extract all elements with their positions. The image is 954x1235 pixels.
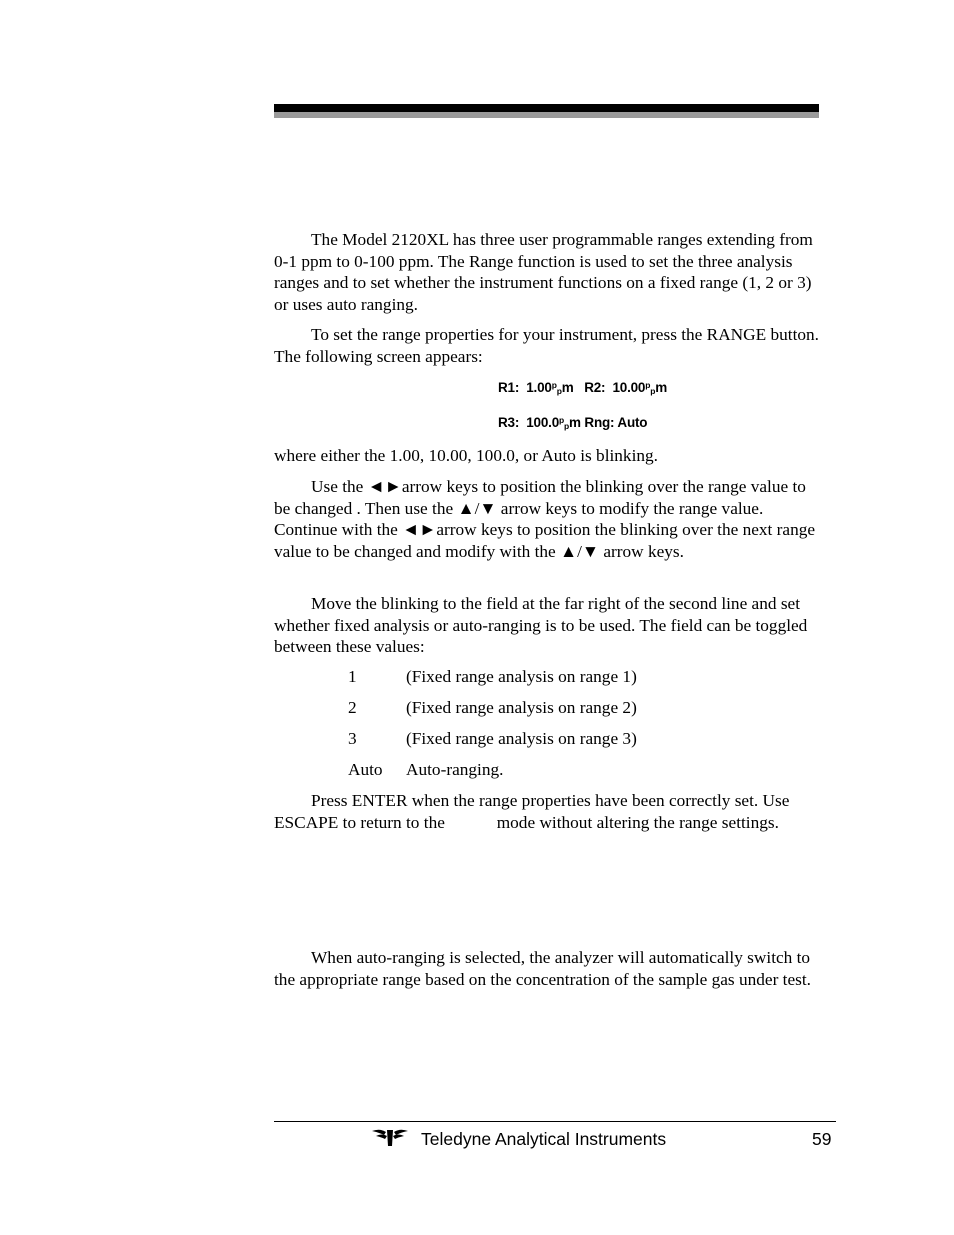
paragraph-auto-ranging: When auto-ranging is selected, the analyzer will automatically switch to the appropriate range based on the concentration of the sample gas under test. — [274, 948, 811, 989]
paragraph-range-button: To set the range properties for your instrument, press the RANGE button. The following screen appears: — [274, 325, 819, 366]
footer-company-name: Teledyne Analytical Instruments — [421, 1129, 667, 1149]
lcd-screen-line-1: R1: $1.00^p_pm$ R2: $10.00^p_pm$ — [498, 380, 668, 396]
value-key: 3 — [348, 729, 357, 748]
value-desc: (Fixed range analysis on range 1) — [406, 667, 637, 686]
screen-rng-value: m Rng: Auto — [569, 415, 648, 430]
value-desc: (Fixed range analysis on range 3) — [406, 729, 637, 748]
paragraph-intro: The Model 2120XL has three user programmable ranges extending from 0-1 ppm to 0-100 ppm. The Range function is used to set the three analysis ranges and to set whether the instrument functions on a fixed range (1, 2 or 3) or uses auto ranging. — [274, 230, 813, 314]
screen-r1-value: R1: 1.00 — [498, 380, 552, 395]
value-key: 1 — [348, 667, 357, 686]
header-rule — [274, 104, 819, 112]
footer-rule — [274, 1121, 836, 1122]
page-number: 59 — [812, 1129, 832, 1149]
value-desc: (Fixed range analysis on range 2) — [406, 698, 637, 717]
paragraph-blinking: where either the 1.00, 10.00, 100.0, or Auto is blinking. — [274, 446, 658, 465]
paragraph-enter-escape: Press ENTER when the range properties have been correctly set. Use ESCAPE to return to the mode without altering the range settings. — [274, 791, 794, 832]
paragraph-toggle-field: Move the blinking to the field at the far right of the second line and set whether fixed analysis or auto-ranging is to be used. The field can be toggled between these values: — [274, 594, 808, 656]
paragraph-arrow-keys: Use the ◄►arrow keys to position the blinking over the range value to be changed . Then use the ▲/▼ arrow keys to modify the range value. Continue with the ◄►arrow keys to position the blinking over the next range value to be changed and modify with the ▲/▼ arrow keys. — [274, 477, 816, 561]
screen-r2-value: R2: 10.00 — [573, 380, 646, 395]
value-key: 2 — [348, 698, 357, 717]
value-desc: Auto-ranging. — [406, 760, 504, 779]
value-key: Auto — [348, 760, 383, 779]
screen-r3-value: R3: 100.0 — [498, 415, 560, 430]
teledyne-logo-icon — [372, 1127, 408, 1147]
header-rule-shadow — [274, 112, 819, 118]
lcd-screen-line-2: R3: $100.0^p_pm$ Rng: Auto — [498, 415, 648, 431]
